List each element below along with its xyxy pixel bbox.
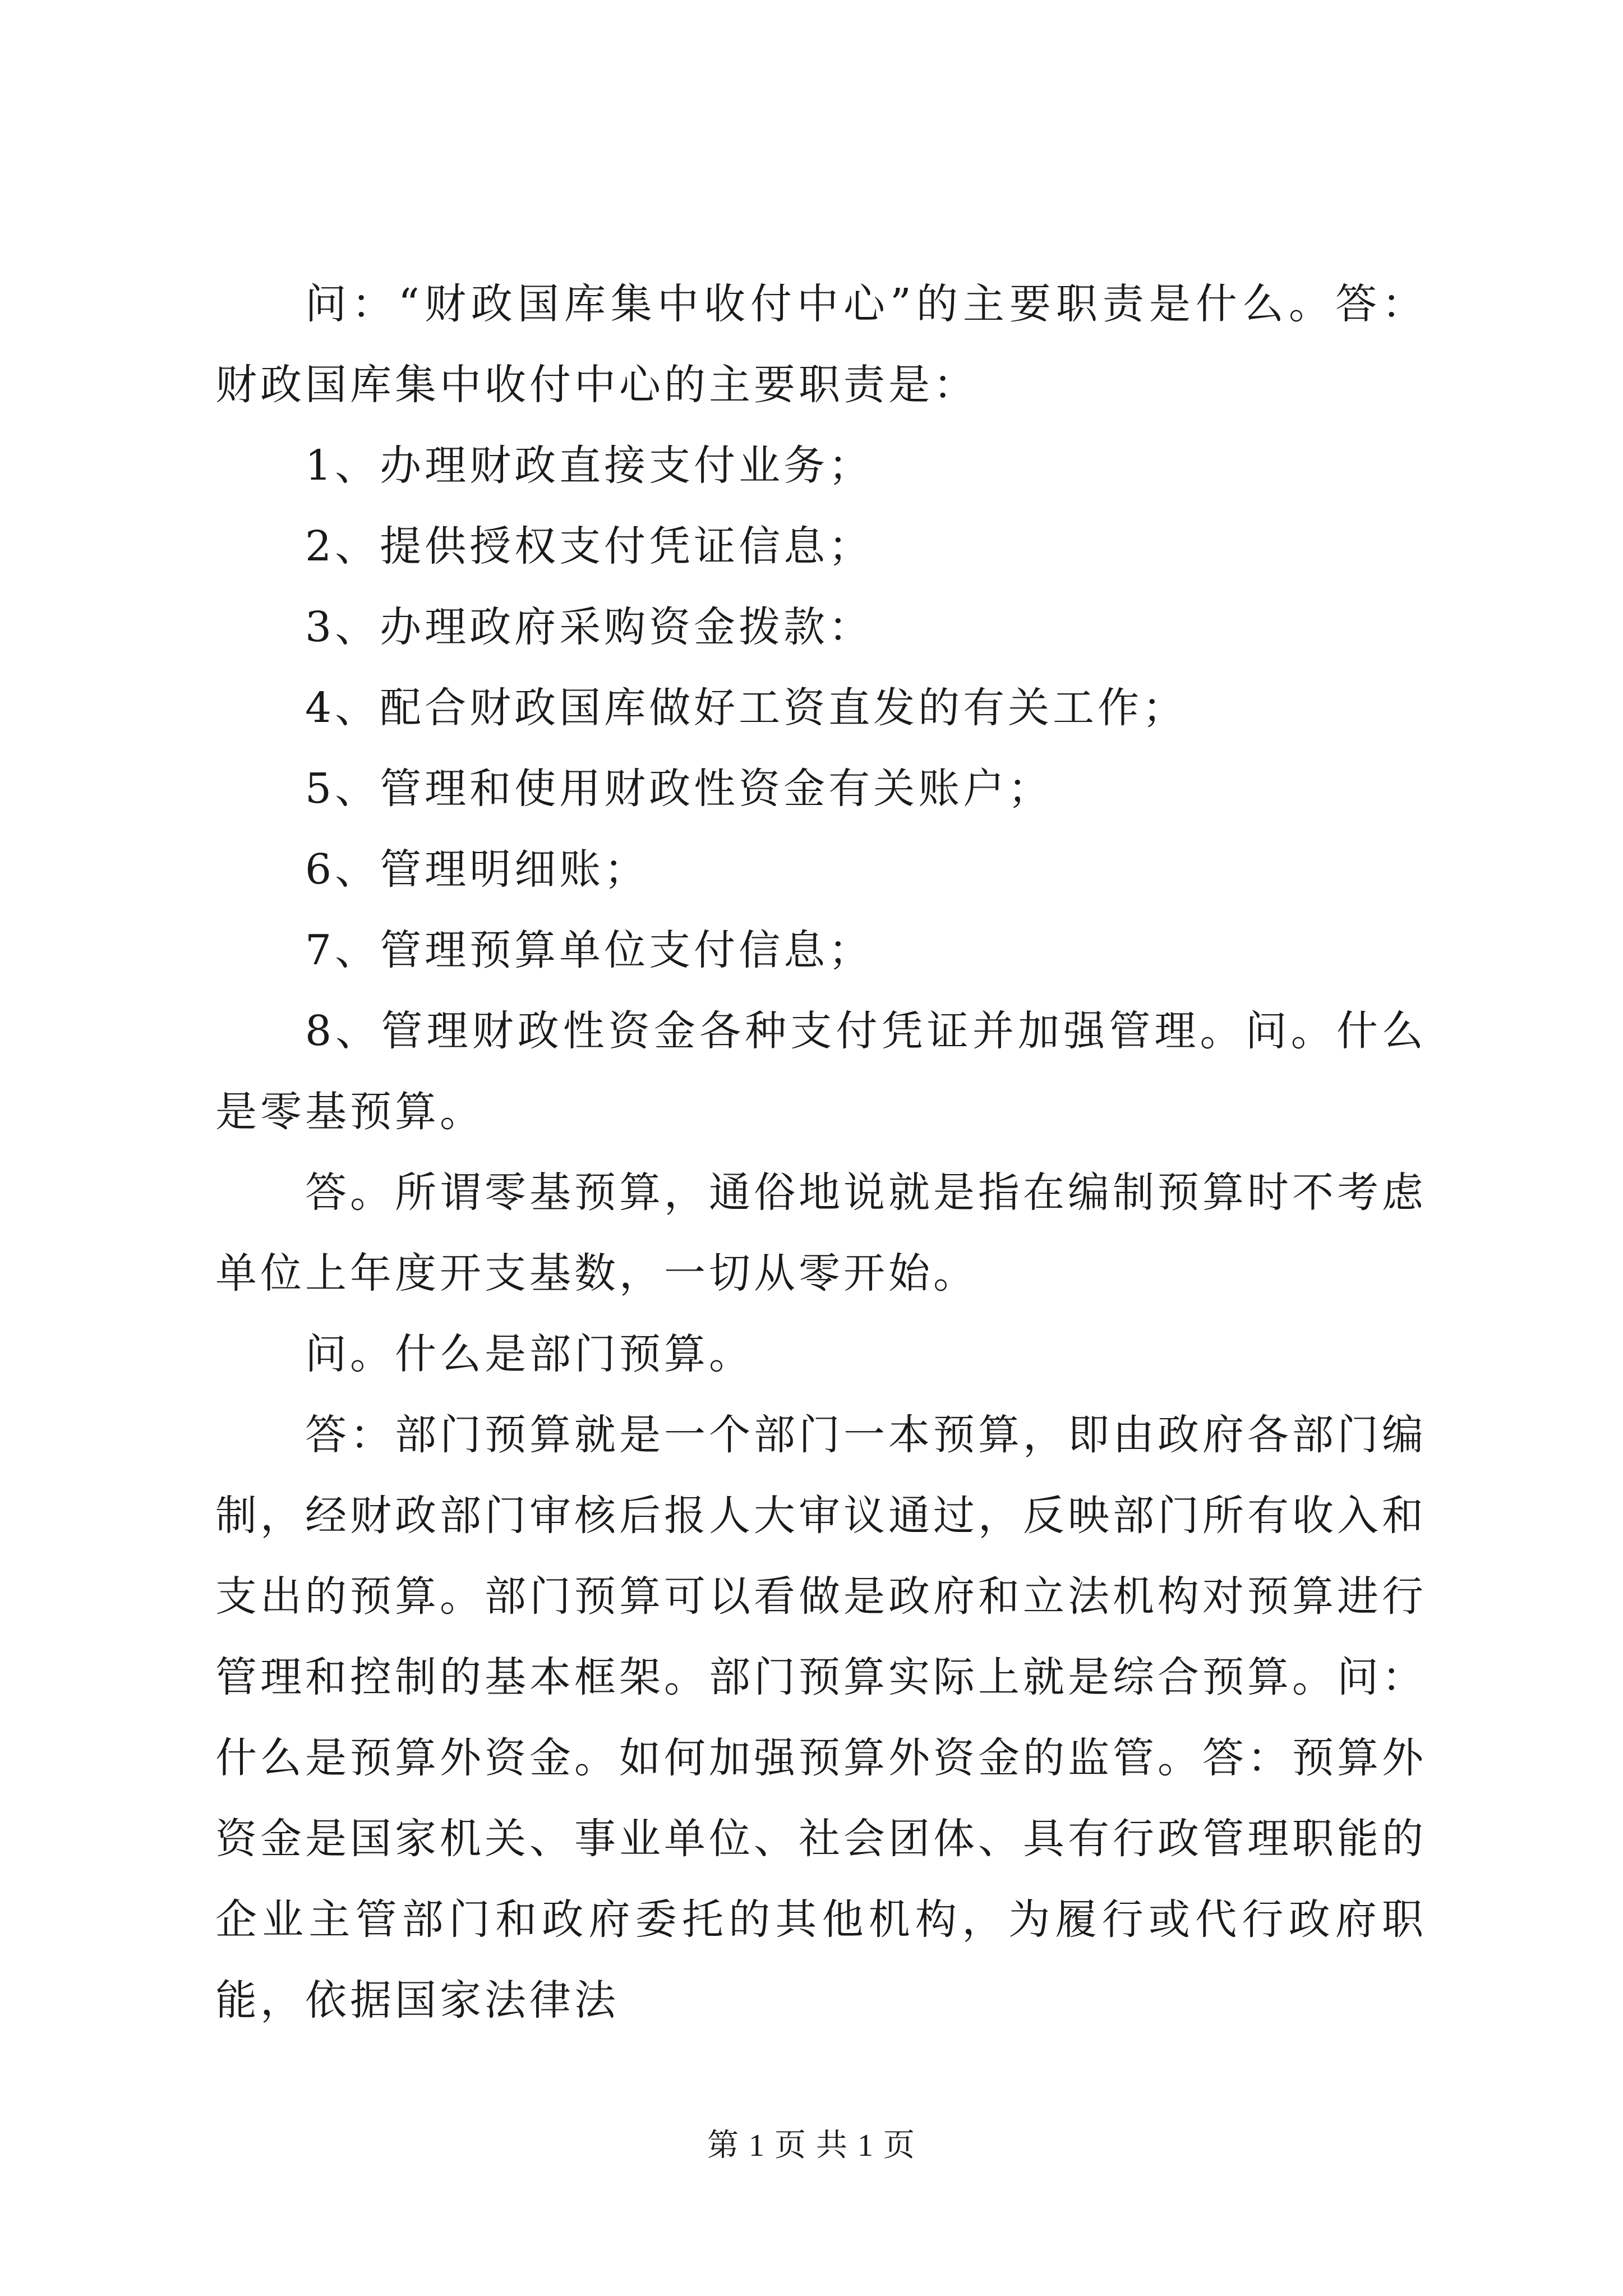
duty-item-3: 3、办理政府采购资金拨款： [305, 603, 874, 651]
duty-item-4: 4、配合财政国库做好工资直发的有关工作； [305, 684, 1188, 732]
duty-item-2: 2、提供授权支付凭证信息； [305, 522, 874, 570]
document-body [215, 264, 1427, 2041]
duty-item-7: 7、管理预算单位支付信息； [305, 926, 874, 974]
dept-budget-question-paragraph: 问。什么是部门预算。 [305, 1330, 754, 1378]
dept-budget-answer-paragraph: 答：部门预算就是一个部门一本预算，即由政府各部门编制，经财政部门审核后报人大审议通过，反映部门所有收入和支出的预算。部门预算可以看做是政府和立法机构对预算进行管理和控制的基本框架。部门预算实际上就是综合预算。问：什么是预算外资金。如何加强预算外资金的监管。答：预算外资金是国家机关、事业单位、社会团体、具有行政管理职能的企业主管部门和政府委托的其他机构，为履行或代行政府职能，依据国家法律法 [215, 1411, 1427, 2024]
duty-item-5: 5、管理和使用财政性资金有关账户； [305, 765, 1053, 813]
page-footer: 第 1 页 共 1 页 [707, 2128, 916, 2163]
zero-base-answer-paragraph: 答。所谓零基预算，通俗地说就是指在编制预算时不考虑单位上年度开支基数，一切从零开始。 [215, 1168, 1427, 1297]
intro-paragraph: 问：“财政国库集中收付中心”的主要职责是什么。答：财政国库集中收付中心的主要职责是： [215, 280, 1427, 409]
duty-item-8-paragraph: 8、管理财政性资金各种支付凭证并加强管理。问。什么是零基预算。 [215, 1007, 1427, 1136]
duty-item-1: 1、办理财政直接支付业务； [305, 441, 874, 490]
duty-item-6: 6、管理明细账； [305, 845, 649, 894]
